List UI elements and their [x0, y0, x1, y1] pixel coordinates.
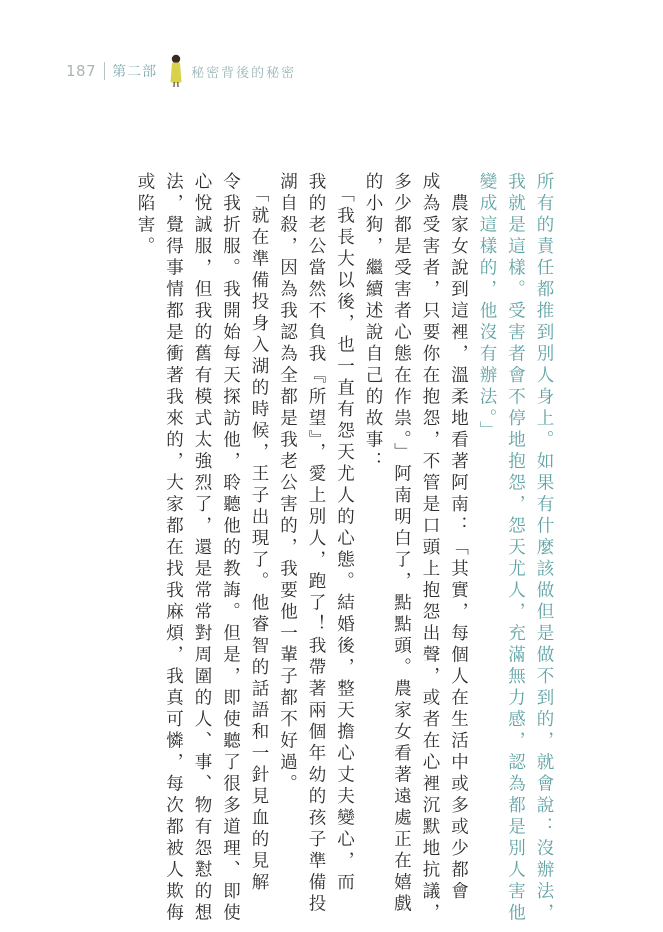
- text-column: 法，覺得事情都是衝著我來的，大家都在找我麻煩，我真可憐，每次都被人欺侮: [163, 172, 184, 925]
- text-column: 農家女說到這裡，溫柔地看著阿南：「其實，每個人在生活中或多或少都會: [448, 172, 469, 903]
- text-column: 我的老公當然不負我『所望』，愛上別人，跑了！我帶著兩個年幼的孩子準備投: [306, 172, 326, 916]
- text-column: 多少都是受害者心態在作祟。」阿南明白了，點點頭。農家女看著遠處正在嬉戲: [391, 172, 412, 916]
- text-column: 「就在準備投身入湖的時候，王子出現了。他睿智的話語和一針見血的見解: [249, 172, 269, 895]
- part-label: 第二部: [112, 64, 158, 80]
- vertical-text-body: [90, 172, 558, 925]
- text-column: 湖自殺，因為我認為全都是我老公害的，我要他一輩子都不好過。: [277, 172, 298, 796]
- section-title: 秘密背後的秘密: [191, 65, 297, 81]
- text-column: 心悅誠服，但我的舊有模式太強烈了，還是常常對周圍的人、事、物有怨懟的想: [192, 172, 212, 925]
- text-column: 「我長大以後，也一直有怨天尤人的心態。結婚後，整天擔心丈夫變心，而: [334, 172, 355, 895]
- text-column: 變成這樣的，他沒有辦法。」: [477, 172, 497, 443]
- girl-figure-icon: [169, 54, 183, 88]
- text-column: 成為受害者，只要你在抱怨，不管是口頭上抱怨出聲，或者在心裡沉默地抗議，: [420, 172, 440, 925]
- text-column: 或陷害。: [135, 172, 155, 258]
- text-column: 的小狗，繼續述說自己的故事：: [363, 172, 383, 473]
- text-column: 我就是這樣。受害者會不停地抱怨，怨天尤人，充滿無力感，認為都是別人害他: [505, 172, 526, 925]
- running-header: [66, 56, 296, 86]
- text-column: 令我折服。我開始每天探訪他，聆聽他的教誨。但是，即使聽了很多道理、即使: [220, 172, 241, 925]
- page-number: 187: [66, 62, 97, 80]
- header-divider: [104, 62, 105, 80]
- text-column: 所有的責任都推到別人身上。如果有什麼該做但是做不到的，就會說：沒辦法，: [534, 172, 554, 925]
